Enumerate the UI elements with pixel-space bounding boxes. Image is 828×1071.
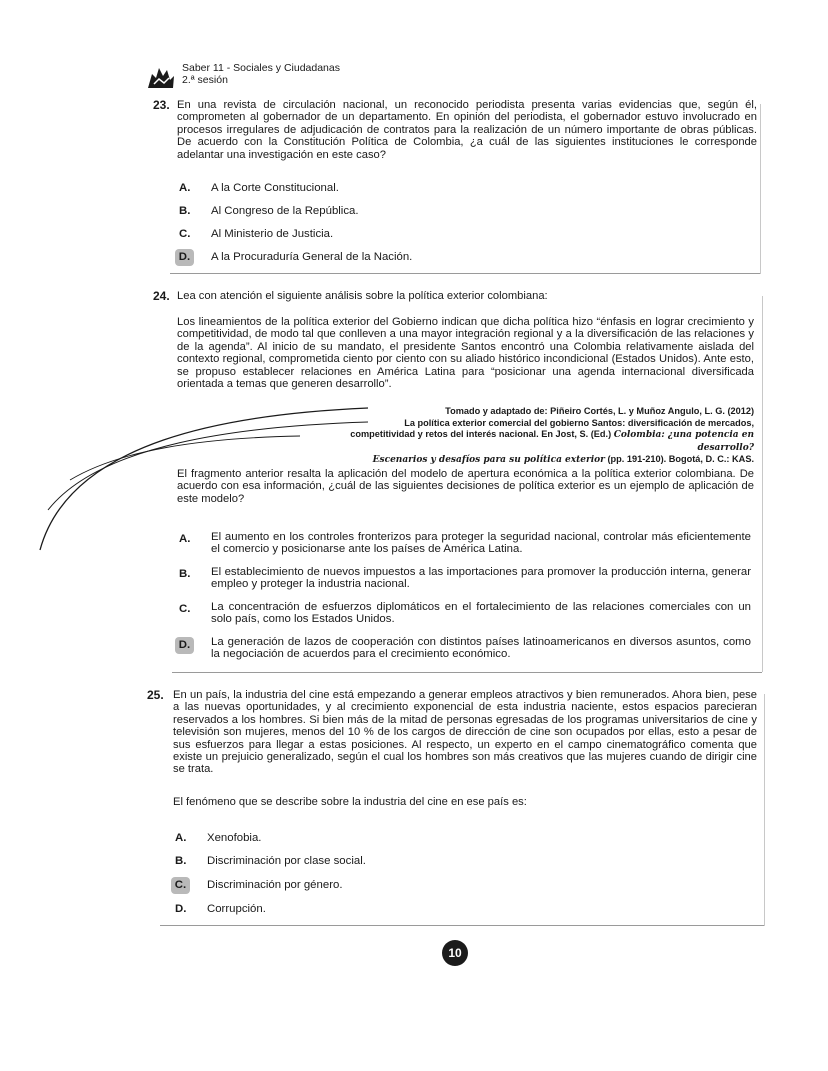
question-25 <box>147 688 757 776</box>
options-24 <box>157 531 757 671</box>
question-text: En un país, la industria del cine está empezando a generar empleos atractivos y bien remunerados. Ahora bien, pese a las nuevas oportunidades, y al crecimiento exponencial de esta industria naciente, estos espacios parecieran reservados a los hombres. Si bien más de la mitad de personas egresadas de los programas universitarios de cine y televisión son mujeres, menos del 10 % de los cargos de dirección de cine son ocupados por ellas, esto a pesar de sus esfuerzos para llegar a estas posiciones. Al respecto, un experto en el campo cinematográfico comenta que existe un prejuicio generalizado, según el cual los hombres son más creativos que las mujeres cuando de dirigir cine se trata. <box>173 689 757 776</box>
question-text: El fragmento anterior resalta la aplicación del modelo de apertura económica a la política exterior colombiana. De acuerdo con esa información, ¿cuál de las siguientes decisiones de política exterior es un ejemplo de aplicación de este modelo? <box>177 468 754 505</box>
selected-answer-badge: D. <box>175 637 194 654</box>
source-line-4b: (pp. 191-210). Bogotá, D. C.: KAS. <box>604 454 754 465</box>
page-header <box>146 62 340 90</box>
divider <box>172 672 762 673</box>
option-text: El establecimiento de nuevos impuestos a las importaciones para promover la producción interna, generar empleo y proteger la industria nacional. <box>211 566 751 591</box>
question-prompt-wrap <box>157 796 757 808</box>
source-citation <box>300 406 754 467</box>
margin-line <box>762 296 763 672</box>
question-23 <box>153 98 757 161</box>
margin-line <box>760 104 761 274</box>
option-text: Corrupción. <box>207 903 266 915</box>
option-b[interactable] <box>179 205 751 217</box>
option-letter: D. <box>175 903 187 915</box>
option-letter: B. <box>175 855 187 867</box>
option-letter: A. <box>179 533 191 545</box>
page-number-badge: 10 <box>442 940 468 966</box>
options-25 <box>157 832 757 922</box>
option-text: El aumento en los controles fronterizos para proteger la seguridad nacional, controlar más eficientemente el comercio y posicionarse ante los países de América Latina. <box>211 531 751 556</box>
margin-line <box>764 694 765 926</box>
source-line-3b: Colombia: ¿una potencia en desarrollo? <box>613 430 754 453</box>
question-prompt: El fenómeno que se describe sobre la industria del cine en ese país es: <box>173 796 527 808</box>
option-b[interactable] <box>175 855 747 867</box>
question-number: 25. <box>147 688 164 702</box>
option-text: Al Congreso de la República. <box>211 205 359 217</box>
option-letter: B. <box>179 205 191 217</box>
option-c[interactable] <box>179 601 751 626</box>
option-text: A la Procuraduría General de la Nación. <box>211 251 413 263</box>
options-23 <box>157 182 757 272</box>
option-d[interactable] <box>175 903 747 915</box>
divider <box>160 925 765 926</box>
option-letter: B. <box>179 568 191 580</box>
source-line-3a: competitividad y retos del interés nacional. En Jost, S. (Ed.) <box>350 429 614 440</box>
source-line-4a: Escenarios y desafíos para su política exterior <box>372 455 605 466</box>
option-d-selected[interactable] <box>179 251 751 263</box>
source-line-1: Tomado y adaptado de: Piñeiro Cortés, L. y Muñoz Angulo, L. G. (2012) <box>445 406 754 416</box>
option-b[interactable] <box>179 566 751 591</box>
question-number: 24. <box>153 289 170 303</box>
header-session: 2.ª sesión <box>182 74 228 86</box>
question-24 <box>153 289 757 303</box>
option-letter: C. <box>179 603 191 615</box>
option-letter: A. <box>179 182 191 194</box>
question-text: En una revista de circulación nacional, un reconocido periodista presenta varias evidencias que, según él, comprometen al gobernador de un departamento. En opinión del periodista, el gobernador estuvo involucrado en procesos irregulares de adjudicación de contratos para la realización de un número importante de obras públicas. De acuerdo con la Constitución Política de Colombia, ¿a cuál de las siguientes instituciones le corresponde adelantar una investigación en este caso? <box>177 99 757 161</box>
option-text: Discriminación por género. <box>207 879 343 891</box>
source-line-2: La política exterior comercial del gobierno Santos: diversificación de mercados, <box>404 417 754 428</box>
reading-passage: Los lineamientos de la política exterior del Gobierno indican que dicha política hizo “énfasis en lograr crecimiento y competitividad, de modo tal que conlleven a una mayor integración regional y a la diversificación de las relaciones y de la agenda”. Al inicio de su mandato, el presidente Santos encontró una Colombia relativamente aislada del contexto regional, comprometida ciento por ciento con su aliado histórico incondicional (Estados Unidos). Ante esto, se propuso establecer relaciones en América Latina para “posicionar una agenda internacional diversificada orientada a temas que generen desarrollo”. <box>177 316 754 391</box>
option-text: La concentración de esfuerzos diplomáticos en el fortalecimiento de las relaciones comerciales con un solo país, como los Estados Unidos. <box>211 601 751 626</box>
option-text: Discriminación por clase social. <box>207 855 366 867</box>
option-letter: A. <box>175 832 187 844</box>
option-text: La generación de lazos de cooperación con distintos países latinoamericanos en diversos asuntos, como la negociación de acuerdos para el crecimiento económico. <box>211 636 751 661</box>
option-a[interactable] <box>179 182 751 194</box>
option-text: Al Ministerio de Justicia. <box>211 228 334 240</box>
option-d-selected[interactable] <box>179 636 751 661</box>
header-title: Saber 11 - Sociales y Ciudadanas <box>182 62 340 74</box>
question-intro: Lea con atención el siguiente análisis sobre la política exterior colombiana: <box>177 290 548 302</box>
selected-answer-badge: D. <box>175 249 194 266</box>
selected-answer-badge: C. <box>171 877 190 894</box>
option-c-selected[interactable] <box>175 879 747 891</box>
option-text: Xenofobia. <box>207 832 262 844</box>
option-c[interactable] <box>179 228 751 240</box>
option-a[interactable] <box>179 531 751 556</box>
question-number: 23. <box>153 98 170 112</box>
option-letter: C. <box>179 228 191 240</box>
option-a[interactable] <box>175 832 747 844</box>
divider <box>170 273 760 274</box>
icfes-logo-icon <box>146 64 176 90</box>
option-text: A la Corte Constitucional. <box>211 182 339 194</box>
